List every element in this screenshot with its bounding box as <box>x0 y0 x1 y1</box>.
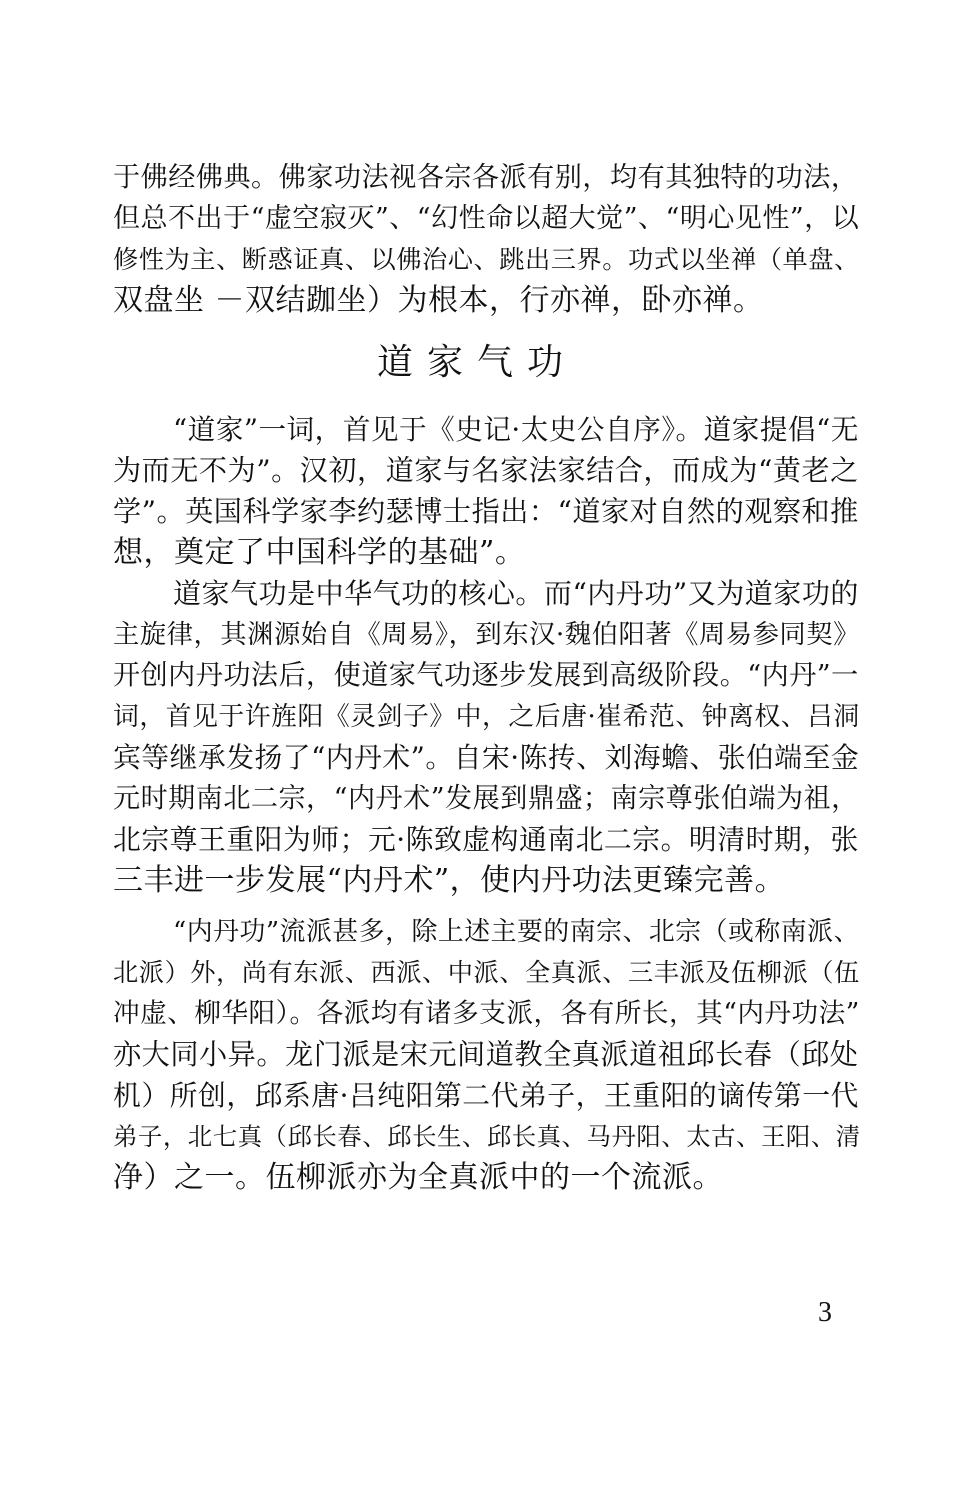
p2-line-8: 三丰进一步发展“内丹术”，使内丹功法更臻完善。 <box>113 863 786 898</box>
p2-line-3: 开创内丹功法后，使道家气功逐步发展到高级阶段。“内丹”一 <box>113 660 859 691</box>
section-heading: 道家气功 <box>376 342 577 383</box>
p1-line-2: 为而无不为”。汉初，道家与名家法家结合，而成为“黄老之 <box>113 454 859 487</box>
p1-line-1: “道家”一词，首见于《史记·太史公自序》。道家提倡“无 <box>173 413 859 446</box>
intro-line-1: 于佛经佛典。佛家功法视各宗各派有别，均有其独特的功法， <box>113 162 859 193</box>
p2-line-6: 元时期南北二宗，“内丹术”发展到鼎盛；南宗尊张伯端为祖， <box>113 783 859 814</box>
p2-line-4: 词，首见于许旌阳《灵剑子》中，之后唐·崔希范、钟离权、吕洞 <box>113 702 860 732</box>
page-number: 3 <box>818 1297 832 1328</box>
p3-line-5: 机）所创，邱系唐·吕纯阳第二代弟子，王重阳的谪传第一代 <box>113 1079 859 1112</box>
p3-line-3: 冲虚、柳华阳）。各派均有诸多支派，各有所长，其“内丹功法” <box>113 998 860 1029</box>
p3-line-7: 净）之一。伍柳派亦为全真派中的一个流派。 <box>113 1160 723 1195</box>
intro-line-2: 但总不出于“虚空寂灭”、“幻性命以超大觉”、“明心见性”，以 <box>113 203 860 234</box>
p3-line-2: 北派）外，尚有东派、西派、中派、全真派、三丰派及伍柳派（伍 <box>113 958 860 987</box>
intro-line-3: 修性为主、断惑证真、以佛治心、跳出三界。功式以坐禅（单盘、 <box>113 245 860 274</box>
p1-line-4: 想，奠定了中国科学的基础”。 <box>113 535 526 570</box>
p2-line-5: 宾等继承发扬了“内丹术”。自宋·陈抟、刘海蟾、张伯端至金 <box>113 741 860 774</box>
p2-line-1: 道家气功是中华气功的核心。而“内丹功”又为道家功的 <box>173 577 859 610</box>
p1-line-3: 学”。英国科学家李约瑟博士指出：“道家对自然的观察和推 <box>113 495 859 528</box>
p3-line-4: 亦大同小异。龙门派是宋元间道教全真派道祖邱长春（邱处 <box>113 1038 859 1071</box>
p2-line-7: 北宗尊王重阳为师；元·陈致虚构通南北二宗。明清时期，张 <box>113 823 859 856</box>
p3-line-6: 弟子，北七真（邱长春、邱长生、邱长真、马丹阳、太古、王阳、清 <box>113 1122 861 1151</box>
p3-line-1: “内丹功”流派甚多，除上述主要的南宗、北宗（或称南派、 <box>173 917 860 947</box>
p2-line-2: 主旋律，其渊源始自《周易》，到东汉·魏伯阳著《周易参同契》 <box>113 620 860 650</box>
intro-line-4: 双盘坐 －双结跏坐）为根本，行亦禅，卧亦禅。 <box>113 283 764 318</box>
